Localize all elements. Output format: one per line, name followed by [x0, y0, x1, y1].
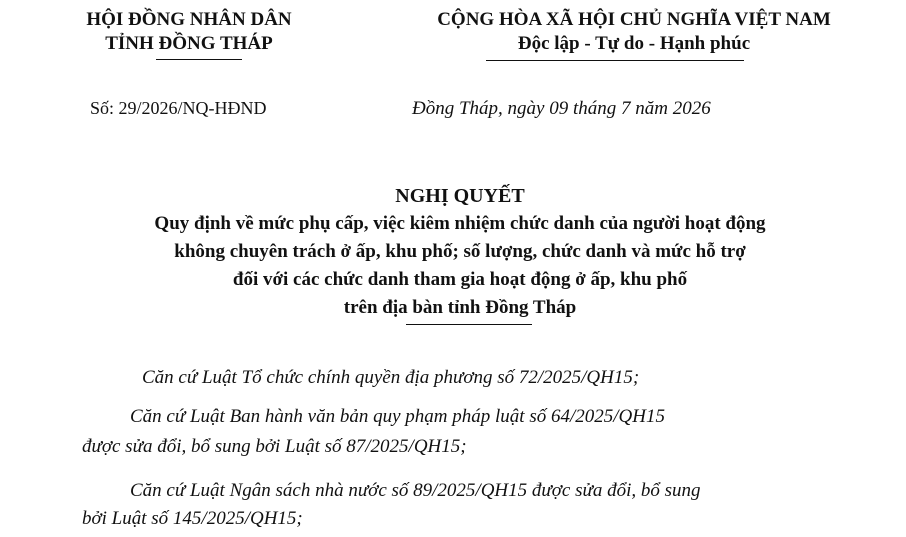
resolution-title-block [60, 182, 860, 322]
title-line: trên địa bàn tỉnh Đồng Tháp [343, 297, 577, 318]
legal-basis-paragraph: Căn cứ Luật Tổ chức chính quyền địa phương số 72/2025/QH15; [142, 367, 640, 388]
title-line: Quy định về mức phụ cấp, việc kiêm nhiệm chức danh của người hoạt động [154, 213, 766, 234]
issuing-organization [58, 8, 320, 56]
title-line: không chuyên trách ở ấp, khu phố; số lượng, chức danh và mức hỗ trợ [174, 241, 746, 262]
title-line: đối với các chức danh tham gia hoạt động ở ấp, khu phố [232, 269, 688, 290]
legal-basis-paragraph: Căn cứ Luật Ban hành văn bản quy phạm pháp luật số 64/2025/QH15 [130, 406, 665, 427]
org-name-line1: HỘI ĐỒNG NHÂN DÂN [86, 9, 292, 30]
legal-basis-paragraph: Căn cứ Luật Ngân sách nhà nước số 89/2025/QH15 được sửa đổi, bổ sung [130, 480, 701, 501]
motto-underline [486, 60, 744, 61]
national-motto: Độc lập - Tự do - Hạnh phúc [517, 33, 751, 54]
resolution-heading: NGHỊ QUYẾT [395, 185, 525, 207]
title-underline [406, 324, 532, 325]
legal-basis-paragraph-continued: được sửa đổi, bổ sung bởi Luật số 87/2025/QH15; [82, 436, 467, 457]
place-date: Đồng Tháp, ngày 09 tháng 7 năm 2026 [412, 98, 711, 119]
org-name-line2: TỈNH ĐỒNG THÁP [105, 33, 273, 54]
nation-name: CỘNG HÒA XÃ HỘI CHỦ NGHĨA VIỆT NAM [437, 9, 831, 30]
org-underline [156, 59, 242, 60]
document-number: Số: 29/2026/NQ-HĐND [90, 98, 267, 118]
national-header [374, 8, 894, 56]
legal-basis-paragraph-continued: bởi Luật số 145/2025/QH15; [82, 508, 303, 529]
